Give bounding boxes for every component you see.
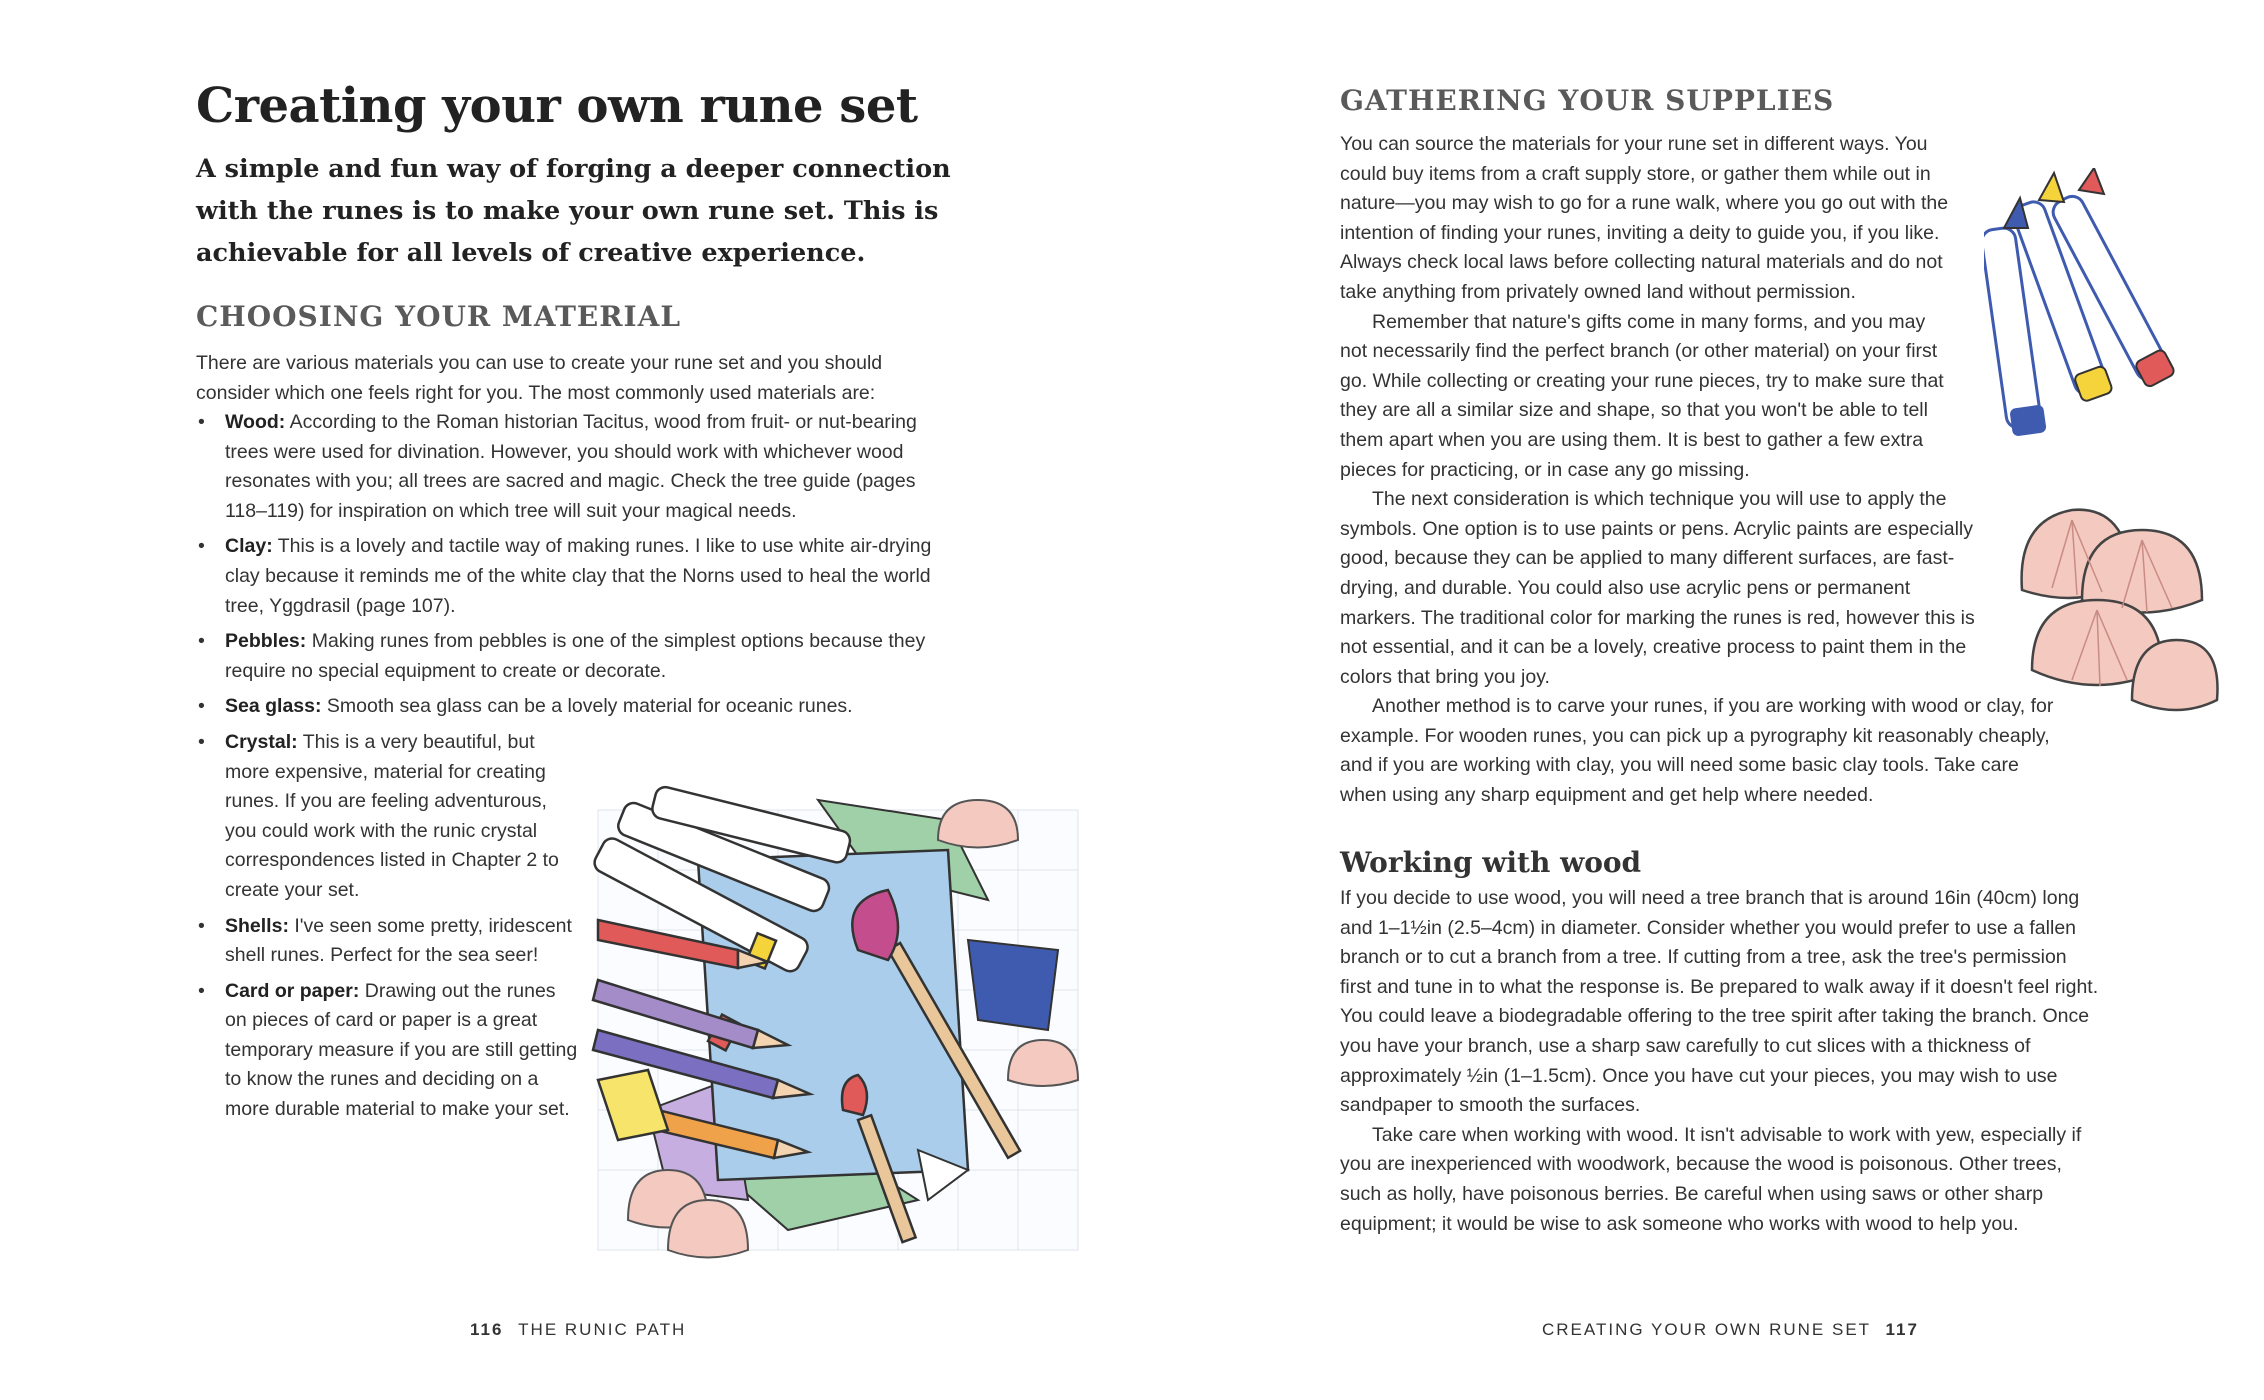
page-title: Creating your own rune set — [196, 78, 918, 134]
list-item: • Pebbles: Making runes from pebbles is one of the simplest options because they require no special equipment to create or decorate. — [196, 627, 956, 686]
paragraph: Take care when working with wood. It isn't advisable to work with yew, especially if you are inexperienced with woodwork, because the wood is poisonous. Other trees, such as holly, have poisonous berries. Be careful when using saws or other sharp equipment; it would be wise to ask someone who works with wood to help you. — [1340, 1123, 2082, 1235]
list-item: • Card or paper: Drawing out the runes on pieces of card or paper is a great temporary measure if you are still getting to know the runes and deciding on a more durable material to make your set. — [196, 977, 580, 1125]
wood-text — [1340, 884, 2110, 1239]
paragraph: You can source the materials for your rune set in different ways. You could buy items from a craft supply store, or gather them while out in nature—you may wish to go for a rune walk, where you go out with the intention of finding your runes, inviting a deity to guide you, if you like. Always check local laws before collecting natural materials and do not take anything from privately owned land without permission. — [1340, 133, 1949, 303]
list-item: • Sea glass: Smooth sea glass can be a lovely material for oceanic runes. — [196, 692, 956, 722]
paragraph: If you decide to use wood, you will need a tree branch that is around 16in (40cm) long and 1–1½in (2.5–4cm) in diameter. Consider whether you would prefer to use a fallen branch or to cut a branch from a tree. If cutting from a tree, ask the tree's permission first and tune in to what the response is. Be prepared to walk away if it doesn't feel right. You could leave a biodegradable offering to the tree spirit after taking the branch. Once you have your branch, use a sharp saw carefully to cut slices with a thickness of approximately ½in (1–1.5cm). Once you have cut your pieces, you may wish to use sandpaper to smooth the surfaces. — [1340, 887, 2099, 1117]
lead-paragraph: There are various materials you can use to create your rune set and you should consider which one feels right for you. The most commonly used materials are: — [196, 352, 883, 404]
paragraph: Remember that nature's gifts come in many forms, and you may not necessarily find the perfect branch (or other material) on your first go. While collecting or creating your rune pieces, try to make sure that they are all a similar size and shape, so that you won't be able to tell them apart when you are using them. It is best to gather a few extra pieces for practicing, or in case any go missing. — [1340, 310, 1944, 481]
craft-supplies-illustration — [588, 780, 1108, 1270]
section-heading-supplies: GATHERING YOUR SUPPLIES — [1340, 84, 1835, 117]
list-item: • Wood: According to the Roman historian Tacitus, wood from fruit- or nut-bearing trees were used for divination. However, you should work with whichever wood resonates with you; all trees are sacred and magic. Check the tree guide (pages 118–119) for inspiration on which tree will suit your magical needs. — [196, 408, 956, 526]
paragraph: The next consideration is which technique you will use to apply the symbols. One option is to use paints or pens. Acrylic paints are especially good, because they can be applied to many different surfaces, are fast-drying, and durable. You could also use acrylic pens or permanent markers. The traditional color for marking the runes is red, however this is not essential, and it can be a lovely, creative process to paint them in the colors that bring you joy. — [1340, 488, 1975, 688]
subheading-wood: Working with wood — [1340, 846, 1642, 879]
right-page — [1132, 0, 2264, 1400]
folio-right: CREATING YOUR OWN RUNE SET 117 — [1542, 1320, 1919, 1339]
intro-paragraph: A simple and fun way of forging a deeper connection with the runes is to make your own rune set. This is achievable for all levels of creative experience. — [196, 154, 951, 268]
section-heading-material: CHOOSING YOUR MATERIAL — [196, 300, 682, 333]
list-item: • Crystal: This is a very beautiful, but more expensive, material for creating runes. If you are feeling adventurous, you could work with the runic crystal correspondences listed in Chapter 2 to create your set. — [196, 728, 580, 906]
scallop-shells-icon — [2012, 500, 2222, 730]
markers-icon — [1984, 168, 2204, 468]
list-item: • Shells: I've seen some pretty, iridescent shell runes. Perfect for the sea seer! — [196, 912, 580, 971]
paragraph: Another method is to carve your runes, if you are working with wood or clay, for example. For wooden runes, you can pick up a pyrography kit reasonably cheaply, and if you are working with clay, you will need some basic clay tools. Take care when using any sharp equipment and get help where needed. — [1340, 695, 2054, 807]
folio-left: 116 THE RUNIC PATH — [470, 1320, 687, 1339]
list-item: • Clay: This is a lovely and tactile way of making runes. I like to use white air-drying clay because it reminds me of the white clay that the Norns used to heal the world tree, Yggdrasil (page 107). — [196, 532, 956, 621]
blue-paper-icon — [968, 940, 1058, 1030]
